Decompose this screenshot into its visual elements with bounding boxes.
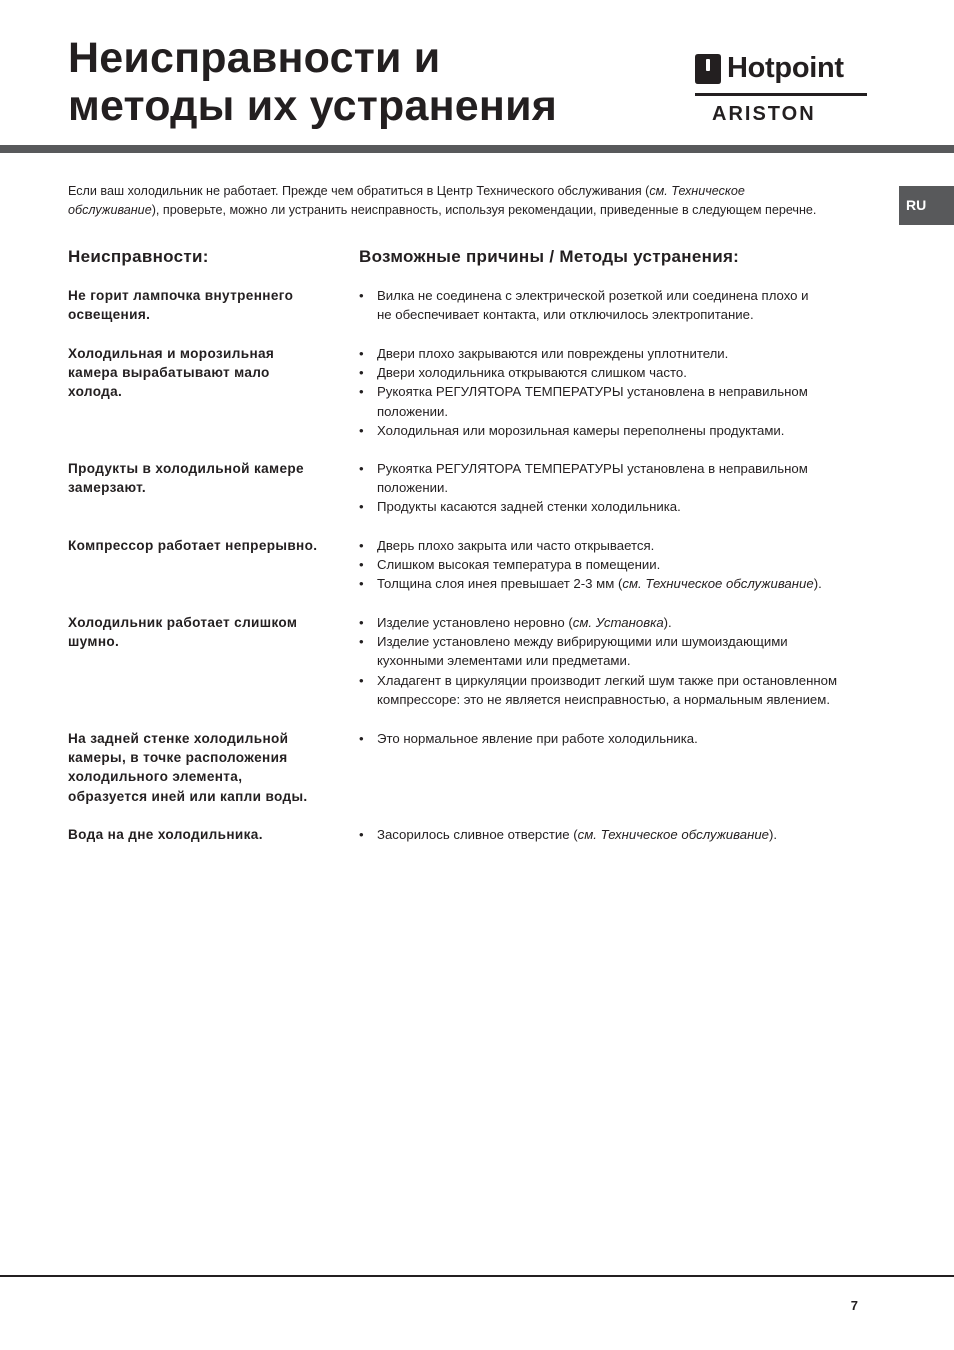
cause-line: Дверь плохо закрыта или часто открывается.	[377, 538, 655, 553]
problem-line: камеры, в точке расположения	[68, 750, 288, 766]
intro-reference-2: обслуживание	[68, 203, 152, 217]
cause-line: положении.	[377, 480, 449, 496]
cause-line: не обеспечивает контакта, или отключилось электропитание.	[377, 307, 754, 323]
cause-item	[359, 613, 879, 632]
cause-line: Слишком высокая температура в помещении.	[377, 557, 661, 573]
cause-line: Холодильная или морозильная камеры переполнены продуктами.	[377, 422, 785, 438]
bullet-icon: •	[359, 365, 364, 381]
page-number: 7	[850, 1298, 858, 1313]
problem-line: Вода на дне холодильника.	[68, 827, 263, 842]
cross-reference: см. Установка	[572, 615, 664, 630]
bullet-icon: •	[359, 672, 364, 688]
problem-text	[68, 459, 358, 497]
problem-line: Компрессор работает непрерывно.	[68, 538, 318, 553]
brand-logo	[695, 50, 870, 128]
problem-text	[68, 825, 358, 844]
problem-line: На задней стенке холодильной	[68, 731, 289, 746]
cause-item	[359, 421, 879, 440]
cause-item	[359, 536, 879, 555]
bullet-icon: •	[359, 499, 364, 515]
cause-item	[359, 459, 879, 497]
causes-list	[359, 613, 879, 709]
page-title-line-1: Неисправности и	[68, 34, 441, 82]
intro-reference-1: см. Техническое	[649, 184, 745, 198]
problem-text	[68, 729, 358, 806]
hotpoint-mark-icon	[695, 54, 721, 84]
problem-text	[68, 536, 358, 555]
causes-list	[359, 286, 879, 324]
problem-line: Холодильная и морозильная	[68, 346, 275, 361]
problem-line: холодильного элемента,	[68, 769, 243, 785]
brand-name-ariston: ARISTON	[712, 103, 816, 125]
problem-line: образуется иней или капли воды.	[68, 788, 308, 804]
header-bar	[0, 145, 954, 153]
bullet-icon: •	[359, 346, 364, 361]
bullet-icon: •	[359, 576, 364, 592]
column-heading-problems: Неисправности:	[68, 247, 209, 266]
cause-line: Хладагент в циркуляции производит легкий шум также при остановленном	[377, 672, 838, 688]
cause-line: Толщина слоя инея превышает 2-3 мм (см. Техническое обслуживание).	[377, 576, 822, 592]
column-heading-causes: Возможные причины / Методы устранения:	[359, 247, 740, 266]
bullet-icon: •	[359, 384, 364, 400]
bullet-icon: •	[359, 731, 364, 746]
intro-line-2	[68, 201, 888, 220]
bullet-icon: •	[359, 615, 364, 630]
cause-line: кухонными элементами или предметами.	[377, 653, 631, 669]
cause-item	[359, 574, 879, 593]
problem-line: холода.	[68, 384, 123, 400]
cause-line: положении.	[377, 403, 449, 419]
bullet-icon: •	[359, 422, 364, 438]
cause-item	[359, 632, 879, 670]
bullet-icon: •	[359, 557, 364, 573]
problem-text	[68, 286, 358, 324]
intro-line-1-text: Если ваш холодильник не работает. Прежде чем обратиться в Центр Технического обслуживания (	[68, 184, 650, 198]
brand-name-hotpoint: Hotpoint	[727, 52, 844, 84]
problem-line: замерзают.	[68, 480, 147, 496]
intro-line-2-text: ), проверьте, можно ли устранить неисправность, используя рекомендации, приведенные в следующем перечне.	[151, 203, 817, 217]
problem-line: Холодильник работает слишком	[68, 615, 298, 630]
cross-reference: см. Техническое обслуживание	[622, 576, 814, 592]
cause-item	[359, 344, 879, 363]
causes-list	[359, 536, 879, 594]
cause-item	[359, 363, 879, 382]
cause-item	[359, 382, 879, 420]
cause-line: Двери плохо закрываются или повреждены уплотнители.	[377, 346, 729, 361]
problem-line: шумно.	[68, 634, 120, 650]
causes-list	[359, 825, 879, 844]
cause-item	[359, 497, 879, 516]
causes-list	[359, 344, 879, 440]
cause-item	[359, 671, 879, 709]
problem-line: освещения.	[68, 307, 151, 323]
bullet-icon: •	[359, 634, 364, 650]
intro-line-1	[68, 182, 888, 201]
cause-line: Рукоятка РЕГУЛЯТОРА ТЕМПЕРАТУРЫ установлена в неправильном	[377, 384, 808, 400]
cause-line: Засорилось сливное отверстие (см. Техническое обслуживание).	[377, 827, 778, 842]
problem-line: Не горит лампочка внутреннего	[68, 288, 294, 303]
cause-line: Продукты касаются задней стенки холодильника.	[377, 499, 681, 515]
problem-text	[68, 613, 358, 651]
cause-line: Изделие установлено между вибрирующими или шумоиздающими	[377, 634, 788, 650]
causes-list	[359, 459, 879, 517]
cause-item	[359, 555, 879, 574]
cause-item	[359, 286, 879, 324]
cross-reference: см. Техническое обслуживание	[577, 827, 769, 842]
page-title	[68, 34, 668, 130]
cause-item	[359, 729, 879, 748]
cause-line: Это нормальное явление при работе холодильника.	[377, 731, 698, 746]
problem-text	[68, 344, 358, 402]
bullet-icon: •	[359, 538, 364, 553]
cause-line: Рукоятка РЕГУЛЯТОРА ТЕМПЕРАТУРЫ установлена в неправильном	[377, 461, 808, 476]
page-title-line-2: методы их устранения	[68, 82, 557, 130]
intro-text	[68, 182, 888, 220]
language-tab: RU	[899, 186, 954, 225]
cause-line: компрессоре: это не является неисправностью, а нормальным явлением.	[377, 691, 830, 707]
footer-divider	[0, 1275, 954, 1277]
problem-line: камера вырабатывают мало	[68, 365, 270, 381]
logo-divider	[695, 93, 867, 96]
cause-line: Вилка не соединена с электрической розеткой или соединена плохо и	[377, 288, 809, 303]
cause-line: Двери холодильника открываются слишком часто.	[377, 365, 687, 381]
cause-item	[359, 825, 879, 844]
bullet-icon: •	[359, 288, 364, 303]
problem-line: Продукты в холодильной камере	[68, 461, 304, 476]
causes-list	[359, 729, 879, 748]
bullet-icon: •	[359, 461, 364, 476]
bullet-icon: •	[359, 827, 364, 842]
cause-line: Изделие установлено неровно (см. Установка).	[377, 615, 672, 630]
